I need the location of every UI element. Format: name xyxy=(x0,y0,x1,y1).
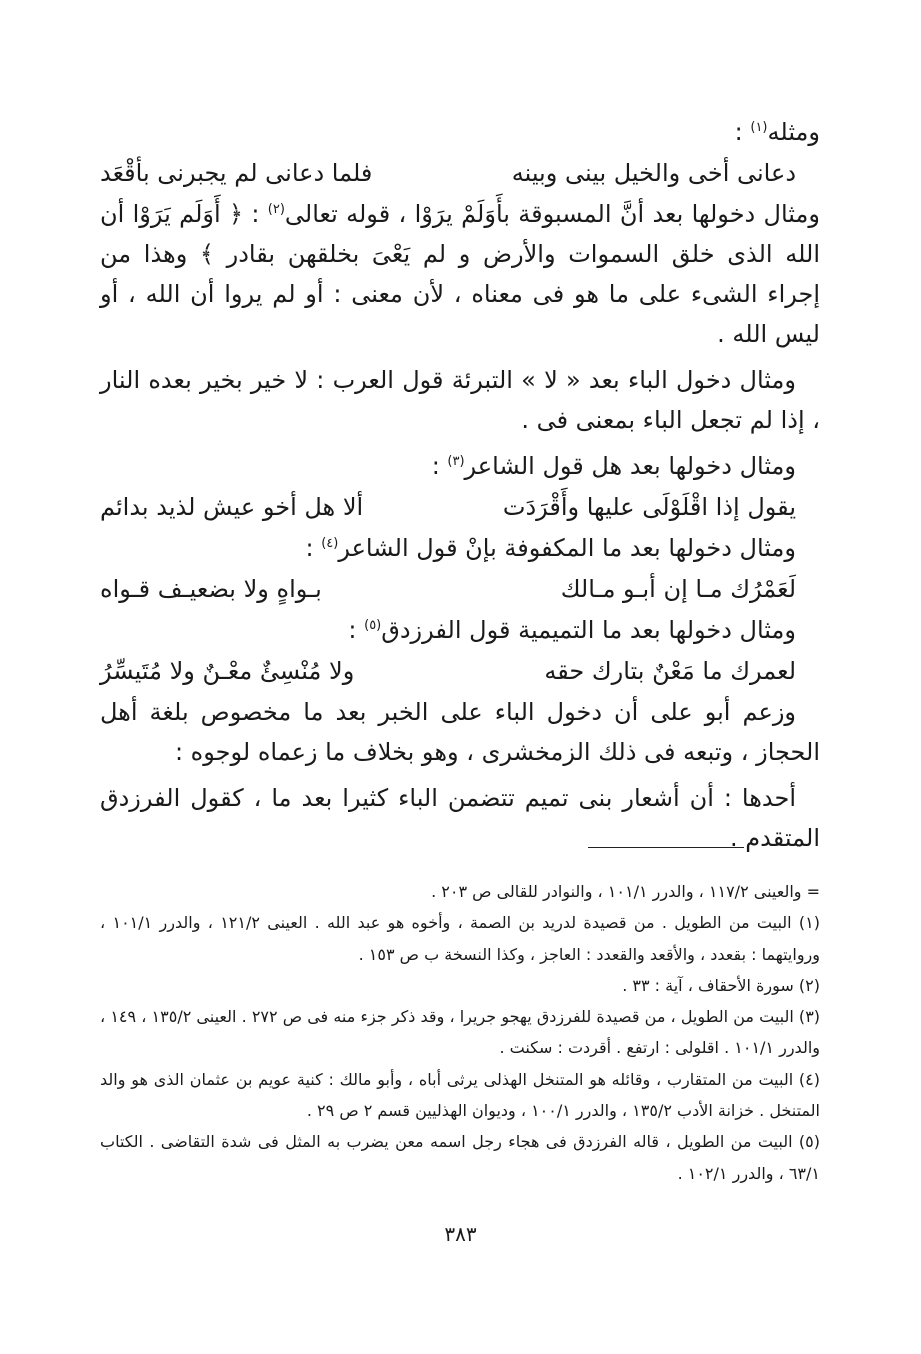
footnote-ref-3: (٣) xyxy=(447,454,465,469)
paragraph-2 xyxy=(100,194,820,354)
verse-3 xyxy=(100,568,820,610)
verse-4-second-hemistich: ولا مُنْسِئٌ معْـنٌ ولا مُتَيسِّرُ xyxy=(100,657,355,685)
paragraph-4-colon: : xyxy=(431,452,448,480)
intro-line xyxy=(100,112,820,152)
paragraph-2-text-b: : ﴿ أَوَلَم يَرَوْا أن الله الذى خلق السموات والأرض و لم يَعْىَ بخلقهن بقادر ﴾ وهذا من إجراء الشىء على ما هو فى معناه ، لأن معنى : أو لم يروا أن الله ، أو ليس الله . xyxy=(100,200,820,348)
paragraph-6-colon: : xyxy=(348,616,365,644)
main-text xyxy=(100,112,820,858)
footnote-5: (٥) البيت من الطويل ، قاله الفرزدق فى هجاء رجل اسمه معن يضرب به المثل فى شدة التقاضى . الكتاب ٦٣/١ ، والدرر ١٠٢/١ . xyxy=(100,1132,820,1183)
verse-1-second-hemistich: فلما دعانى لم يجبرنى بأقْعَد xyxy=(100,159,373,187)
paragraph-8: أحدها : أن أشعار بنى تميم تتضمن الباء كثيرا بعد ما ، كقول الفرزدق المتقدم . xyxy=(100,784,820,852)
paragraph-4-text: ومثال دخولها بعد هل قول الشاعر xyxy=(464,452,796,480)
verse-2 xyxy=(100,486,820,528)
paragraph-6-text: ومثال دخولها بعد ما التميمية قول الفرزدق xyxy=(381,616,796,644)
footnote-divider xyxy=(588,847,744,848)
footnote-3: (٣) البيت من الطويل ، من قصيدة للفرزدق يهجو جريرا ، وقد ذكر جزء منه فى ص ٢٧٢ . العينى ١٣٥/٢ ، ١٤٩ ، والدرر ١٠١/١ . اقلولى : ارتفع . أقردت : سكنت . xyxy=(100,1007,821,1058)
paragraph-2-text-a: ومثال دخولها بعد أنَّ المسبوقة بأَوَلَمْ يرَوْا ، قوله تعالى xyxy=(284,200,820,228)
paragraph-5 xyxy=(100,528,820,568)
paragraph-5-text: ومثال دخولها بعد ما المكفوفة بإنْ قول الشاعر xyxy=(338,534,796,562)
paragraph-5-colon: : xyxy=(305,534,322,562)
verse-1 xyxy=(100,152,820,194)
verse-2-first-hemistich: يقول إذا اقْلَوْلَى عليها وأَقْرَدَت xyxy=(502,493,796,521)
footnote-ref-1: (١) xyxy=(750,120,768,135)
footnote-2: (٢) سورة الأحقاف ، آية : ٣٣ . xyxy=(622,975,820,995)
intro-text: ومثله xyxy=(767,118,820,146)
footnotes xyxy=(100,876,820,1189)
verse-3-first-hemistich: لَعَمْرُك مـا إن أبـو مـالك xyxy=(560,575,796,603)
paragraph-6 xyxy=(100,610,820,650)
paragraph-7: وزعم أبو على أن دخول الباء على الخبر بعد ما مخصوص بلغة أهل الحجاز ، وتبعه فى ذلك الزمخشرى ، وهو بخلاف ما زعماه لوجوه : xyxy=(100,698,820,766)
footnote-ref-2: (٢) xyxy=(267,202,285,217)
intro-colon: : xyxy=(734,118,751,146)
verse-4 xyxy=(100,650,820,692)
verse-2-second-hemistich: ألا هل أخو عيش لذيد بدائم xyxy=(100,493,364,521)
paragraph-4 xyxy=(100,446,820,486)
footnote-continuation: = والعينى ١١٧/٢ ، والدرر ١٠١/١ ، والنوادر للقالى ص ٢٠٣ . xyxy=(431,882,820,901)
footnote-1: (١) البيت من الطويل . من قصيدة لدريد بن الصمة ، وأخوه هو عبد الله . العينى ١٢١/٢ ، والدرر ١٠١/١ ، وروايتهما : بقعدد ، والأقعد والقعدد : العاجز ، وكذا النسخة ب ص ١٥٣ . xyxy=(100,913,821,964)
paragraph-3: ومثال دخول الباء بعد « لا » التبرئة قول العرب : لا خير بخير بعده النار ، إذا لم تجعل الباء بمعنى فى . xyxy=(100,366,820,434)
footnote-4: (٤) البيت من المتقارب ، وقائله هو المتنخل الهذلى يرثى أباه ، وأبو مالك : كنية عويم بن عثمان الذى هو والد المتنخل . خزانة الأدب ١٣٥/٢ ، والدرر ١٠٠/١ ، وديوان الهذليين قسم ٢ ص ٢٩ . xyxy=(100,1069,820,1121)
footnote-ref-5: (٥) xyxy=(364,618,382,633)
page-number: ٣٨٣ xyxy=(444,1222,477,1246)
verse-3-second-hemistich: بـواهٍ ولا بضعيـف قـواه xyxy=(100,575,322,603)
verse-1-first-hemistich: دعانى أخى والخيل بينى وبينه xyxy=(511,159,796,187)
verse-4-first-hemistich: لعمرك ما مَعْنٌ بتارك حقه xyxy=(544,657,796,685)
footnote-ref-4: (٤) xyxy=(321,536,339,551)
